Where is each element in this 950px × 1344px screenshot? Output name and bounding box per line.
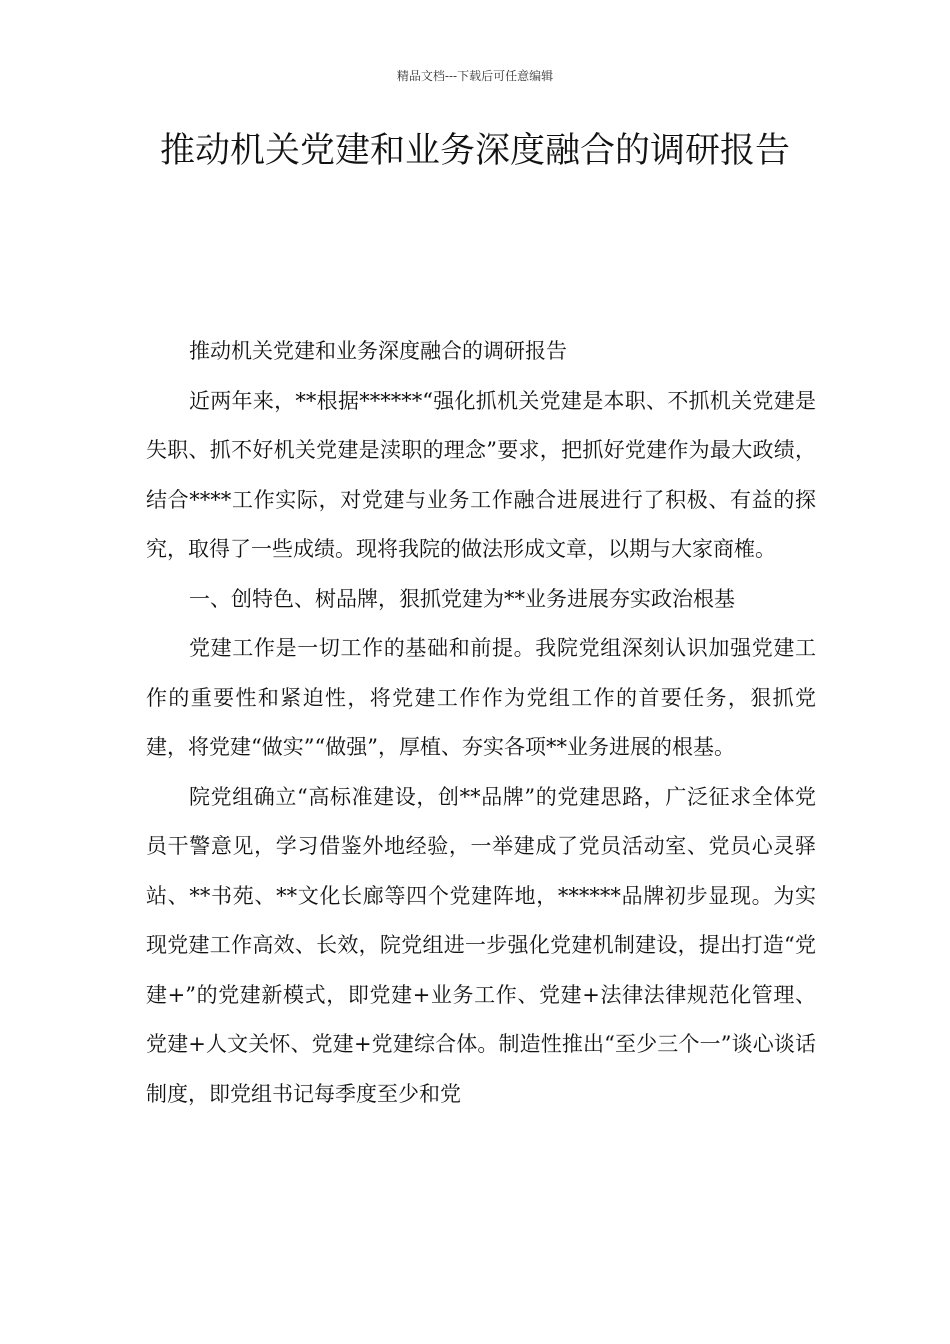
- section-heading: 一、创特色、树品牌，狠抓党建为**业务进展夯实政治根基: [189, 586, 735, 611]
- paragraph: 院党组确立“高标准建设，创**品牌”的党建思路，广泛征求全体党员干警意见，学习借鉴外地经验，一举建成了党员活动室、党员心灵驿站、**书苑、**文化长廊等四个党建阵地，******品牌初步显现。为实现党建工作高效、长效，院党组进一步强化党建机制建设，提出打造“党建+”的党建新模式，即党建+业务工作、党建+法律法律规范化管理、党建+人文关怀、党建+党建综合体。制造性推出“至少三个一”谈心谈话制度，即党组书记每季度至少和党: [146, 784, 816, 1106]
- paragraph: 党建工作是一切工作的基础和前提。我院党组深刻认识加强党建工作的重要性和紧迫性，将党建工作作为党组工作的首要任务，狠抓党建，将党建“做实”“做强”，厚植、夯实各项**业务进展的根基。: [146, 636, 816, 759]
- document-title: 推动机关党建和业务深度融合的调研报告: [159, 131, 790, 171]
- page-header: 精品文档---下载后可任意编辑: [396, 69, 554, 83]
- document-body: [146, 327, 816, 1119]
- paragraph-subtitle: 推动机关党建和业务深度融合的调研报告: [189, 339, 567, 363]
- paragraph: 近两年来，**根据******“强化抓机关党建是本职、不抓机关党建是失职、抓不好机关党建是渎职的理念”要求，把抓好党建作为最大政绩，结合****工作实际，对党建与业务工作融合进展进行了积极、有益的探究，取得了一些成绩。现将我院的做法形成文章，以期与大家商榷。: [146, 388, 816, 561]
